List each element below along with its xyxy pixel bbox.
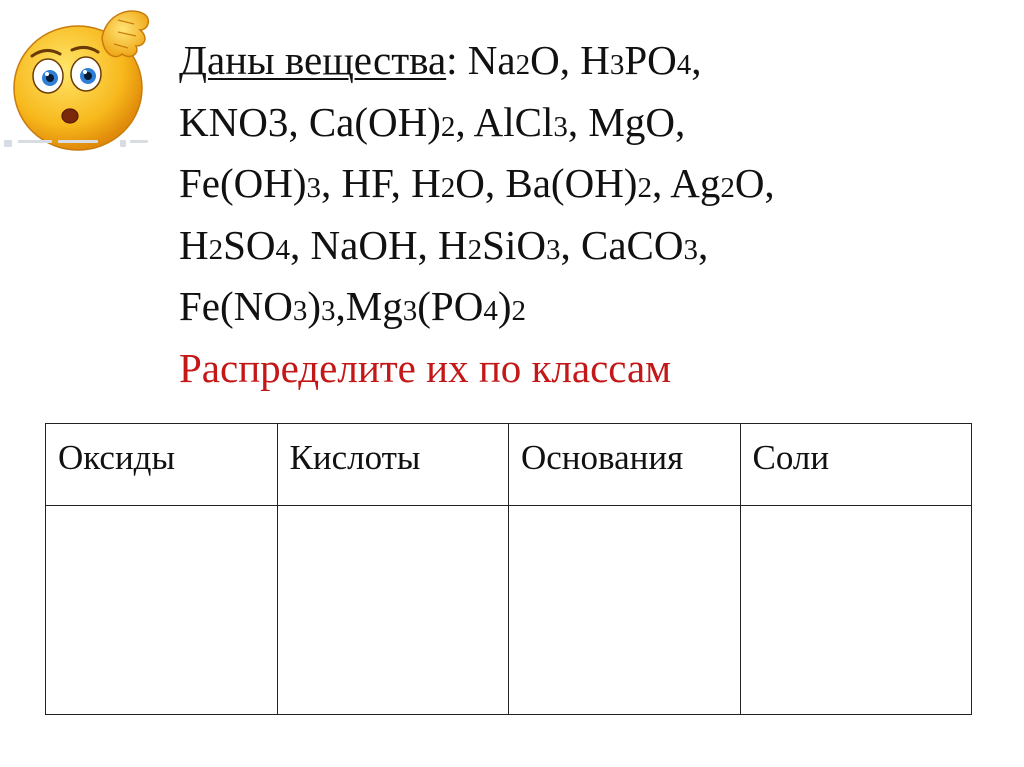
substances-heading [179, 30, 999, 399]
confused-emoji-icon [6, 4, 158, 154]
table-answer-row [46, 506, 972, 715]
formula-line-1: Na2O, H3PO4, [467, 37, 702, 83]
header-cell-bases: Основания [509, 424, 741, 506]
formula-line-3: Fe(OH)3, HF, H2O, Ba(OH)2, Ag2O, [179, 160, 775, 206]
header-cell-oxides: Оксиды [46, 424, 278, 506]
answer-cell-acids [277, 506, 509, 715]
watermark-strip [0, 140, 150, 152]
classification-table [45, 423, 972, 715]
given-substances-label: Даны вещества [179, 37, 447, 83]
table-header-row [46, 424, 972, 506]
formula-line-5: Fe(NO3)3,Mg3(PO4)2 [179, 283, 526, 329]
answer-cell-salts [740, 506, 972, 715]
answer-cell-oxides [46, 506, 278, 715]
formula-line-2: KNO3, Ca(OH)2, AlCl3, MgO, [179, 98, 686, 145]
header-cell-salts: Соли [740, 424, 972, 506]
task-instruction: Распределите их по классам [179, 344, 672, 391]
heading-line-1: Даны вещества: Na2O, H3PO4, [179, 37, 702, 83]
answer-cell-bases [509, 506, 741, 715]
formula-line-4: H2SO4, NaOH, H2SiO3, CaCO3, [179, 221, 709, 268]
header-cell-acids: Кислоты [277, 424, 509, 506]
